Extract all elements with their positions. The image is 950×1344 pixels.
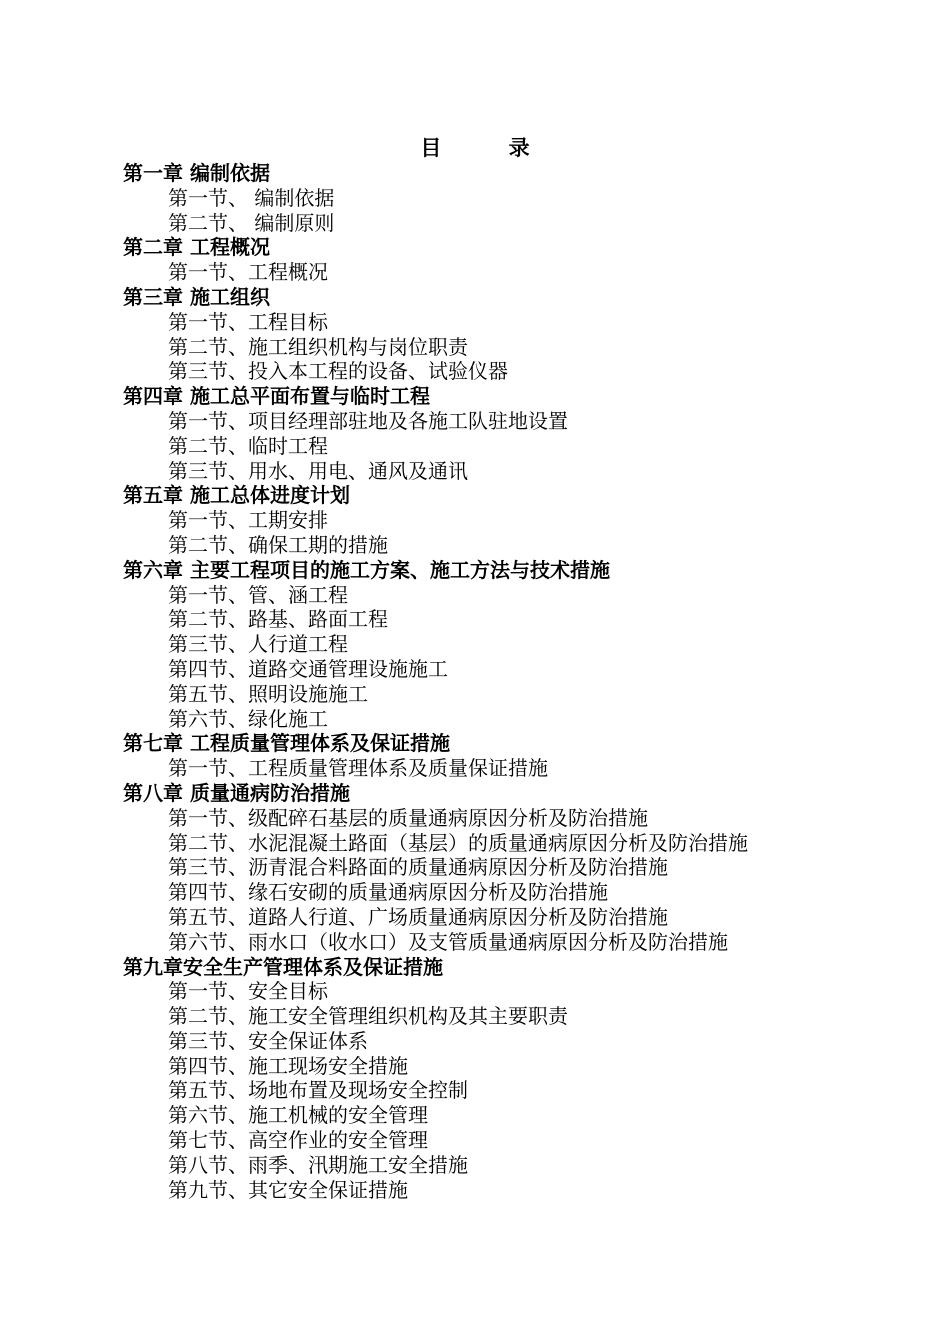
section-entry: 第六节、绿化施工 — [168, 706, 328, 731]
chapter-heading: 第七章 工程质量管理体系及保证措施 — [123, 731, 450, 756]
chapter-heading: 第一章 编制依据 — [123, 161, 270, 185]
section-entry: 第二节、确保工期的措施 — [168, 532, 388, 557]
section-entry: 第一节、管、涵工程 — [168, 582, 348, 607]
chapter-heading: 第八章 质量通病防治措施 — [123, 780, 350, 805]
section-entry: 第三节、人行道工程 — [168, 632, 348, 657]
section-entry: 第二节、 编制原则 — [168, 210, 335, 235]
section-entry: 第五节、道路人行道、广场质量通病原因分析及防治措施 — [168, 904, 668, 929]
section-entry: 第四节、施工现场安全措施 — [168, 1053, 408, 1078]
section-entry: 第二节、临时工程 — [168, 433, 328, 458]
chapter-heading: 第四章 施工总平面布置与临时工程 — [123, 384, 430, 409]
section-entry: 第三节、用水、用电、通风及通讯 — [168, 458, 468, 483]
section-entry: 第一节、级配碎石基层的质量通病原因分析及防治措施 — [168, 805, 648, 830]
section-entry: 第四节、道路交通管理设施施工 — [168, 656, 448, 681]
section-entry: 第九节、其它安全保证措施 — [168, 1177, 408, 1202]
section-entry: 第四节、缘石安砌的质量通病原因分析及防治措施 — [168, 880, 608, 905]
section-entry: 第五节、照明设施施工 — [168, 681, 368, 706]
chapter-heading: 第九章安全生产管理体系及保证措施 — [123, 954, 443, 979]
section-entry: 第二节、路基、路面工程 — [168, 607, 388, 632]
chapter-heading: 第三章 施工组织 — [123, 284, 270, 309]
section-entry: 第六节、雨水口（收水口）及支管质量通病原因分析及防治措施 — [168, 929, 728, 954]
section-entry: 第二节、水泥混凝土路面（基层）的质量通病原因分析及防治措施 — [168, 830, 748, 855]
section-entry: 第一节、安全目标 — [168, 979, 328, 1004]
section-entry: 第三节、安全保证体系 — [168, 1028, 368, 1053]
section-entry: 第二节、施工组织机构与岗位职责 — [168, 334, 468, 359]
chapter-heading: 第六章 主要工程项目的施工方案、施工方法与技术措施 — [123, 557, 610, 582]
section-entry: 第一节、工程质量管理体系及质量保证措施 — [168, 756, 548, 781]
section-entry: 第二节、施工安全管理组织机构及其主要职责 — [168, 1004, 568, 1029]
section-entry: 第一节、工程目标 — [168, 309, 328, 334]
section-entry: 第一节、项目经理部驻地及各施工队驻地设置 — [168, 408, 568, 433]
section-entry: 第一节、工期安排 — [168, 508, 328, 533]
section-entry: 第七节、高空作业的安全管理 — [168, 1128, 428, 1153]
toc-title: 目 录 — [420, 136, 560, 160]
section-entry: 第六节、施工机械的安全管理 — [168, 1103, 428, 1128]
table-of-contents — [123, 161, 903, 1202]
section-entry: 第一节、工程概况 — [168, 260, 328, 285]
section-entry: 第五节、场地布置及现场安全控制 — [168, 1078, 468, 1103]
section-entry: 第一节、 编制依据 — [168, 185, 335, 210]
section-entry: 第三节、投入本工程的设备、试验仪器 — [168, 359, 508, 384]
section-entry: 第三节、沥青混合料路面的质量通病原因分析及防治措施 — [168, 855, 668, 880]
chapter-heading: 第五章 施工总体进度计划 — [123, 483, 350, 508]
section-entry: 第八节、雨季、汛期施工安全措施 — [168, 1152, 468, 1177]
chapter-heading: 第二章 工程概况 — [123, 235, 270, 260]
